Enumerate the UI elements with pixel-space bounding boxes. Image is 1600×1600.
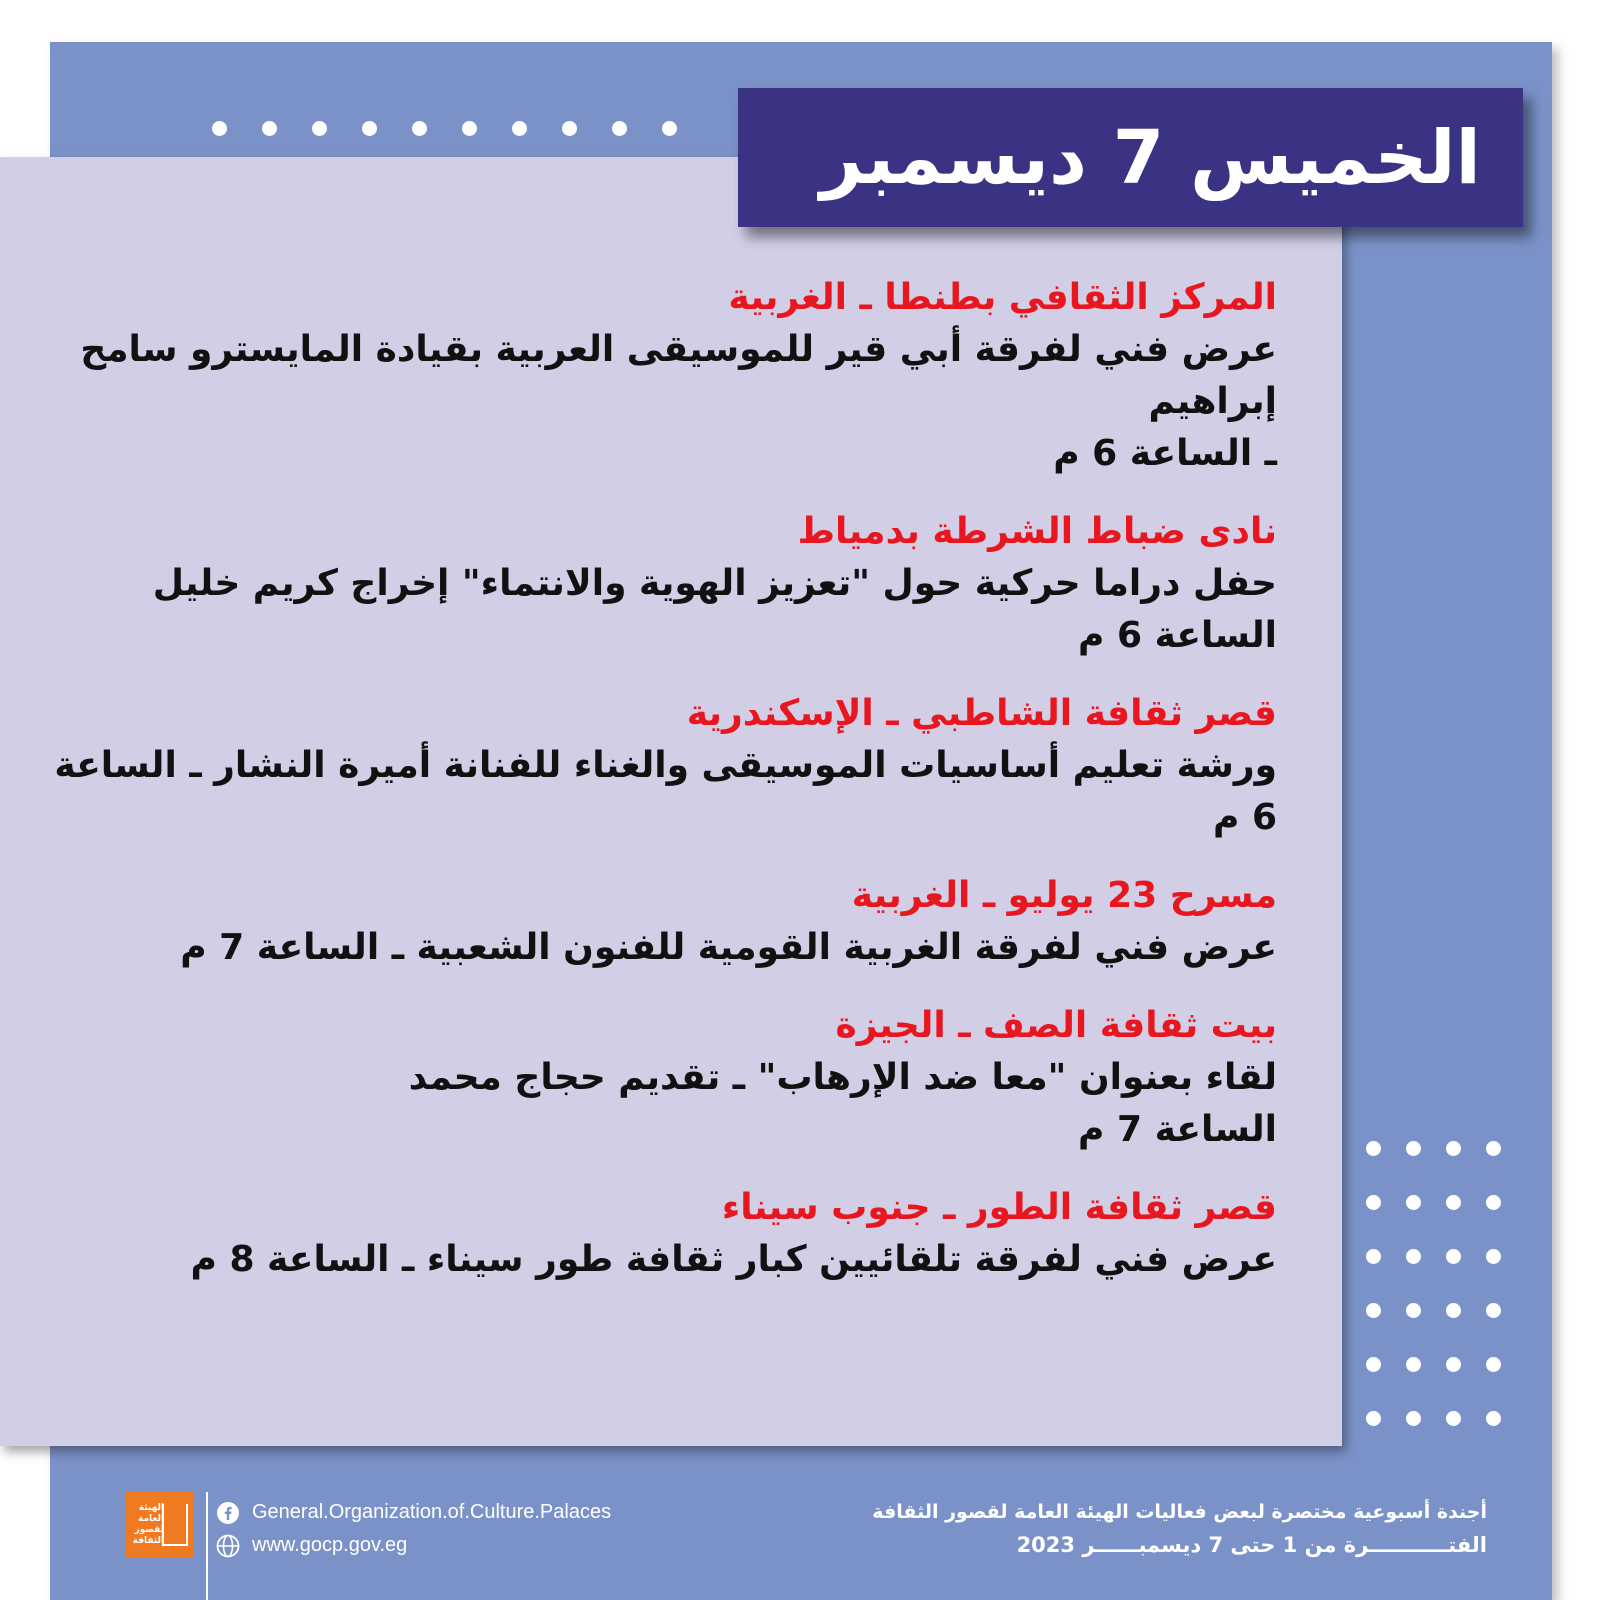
event-item bbox=[37, 272, 1277, 480]
facebook-icon bbox=[216, 1501, 240, 1525]
globe-icon bbox=[216, 1534, 240, 1558]
event-item bbox=[37, 870, 1277, 974]
logo-text: الهيئة العامة لقصور الثقافة bbox=[132, 1503, 164, 1546]
footer-divider bbox=[206, 1492, 208, 1600]
event-venue: نادى ضباط الشرطة بدمياط bbox=[797, 511, 1277, 552]
event-item bbox=[37, 1182, 1277, 1286]
event-venue: مسرح 23 يوليو ـ الغربية bbox=[851, 875, 1277, 916]
event-description: عرض فني لفرقة أبي قير للموسيقى العربية بقيادة المايسترو سامح إبراهيم bbox=[80, 329, 1277, 422]
event-description: عرض فني لفرقة الغربية القومية للفنون الشعبية ـ الساعة 7 م bbox=[180, 927, 1277, 968]
event-item bbox=[37, 688, 1277, 844]
event-venue: قصر ثقافة الطور ـ جنوب سيناء bbox=[721, 1187, 1277, 1228]
website-link[interactable] bbox=[216, 1529, 611, 1562]
event-description: عرض فني لفرقة تلقائيين كبار ثقافة طور سيناء ـ الساعة 8 م bbox=[190, 1239, 1277, 1280]
date-banner bbox=[738, 88, 1523, 227]
event-time: الساعة 6 م bbox=[1078, 615, 1277, 656]
event-venue: المركز الثقافي بطنطا ـ الغربية bbox=[728, 277, 1277, 318]
agenda-period: الفتـــــــــــرة من 1 حتى 7 ديسمبــــــر 2023 bbox=[1016, 1533, 1487, 1557]
gocp-logo bbox=[126, 1492, 194, 1558]
event-description: ورشة تعليم أساسيات الموسيقى والغناء للفنانة أميرة النشار ـ الساعة 6 م bbox=[54, 745, 1277, 838]
event-venue: قصر ثقافة الشاطبي ـ الإسكندرية bbox=[686, 693, 1277, 734]
decorative-dots-right bbox=[1366, 1141, 1501, 1426]
event-item bbox=[37, 1000, 1277, 1156]
event-time: ـ الساعة 6 م bbox=[1053, 433, 1277, 474]
decorative-dots-top bbox=[212, 121, 677, 136]
facebook-text: General.Organization.of.Culture.Palaces bbox=[252, 1501, 612, 1523]
event-time: الساعة 7 م bbox=[1078, 1109, 1277, 1150]
contact-links bbox=[216, 1496, 611, 1562]
event-description: حفل دراما حركية حول "تعزيز الهوية والانتماء" إخراج كريم خليل bbox=[152, 563, 1277, 604]
website-text: www.gocp.gov.eg bbox=[252, 1534, 408, 1556]
date-title: الخميس 7 ديسمبر bbox=[820, 114, 1481, 201]
event-item bbox=[37, 506, 1277, 662]
agenda-caption bbox=[872, 1496, 1487, 1562]
event-description: لقاء بعنوان "معا ضد الإرهاب" ـ تقديم حجاج محمد bbox=[408, 1057, 1277, 1098]
footer-logo-area bbox=[126, 1492, 194, 1558]
event-venue: بيت ثقافة الصف ـ الجيزة bbox=[835, 1005, 1277, 1046]
events-list bbox=[37, 272, 1277, 1312]
logo-mark bbox=[162, 1504, 188, 1546]
agenda-title: أجندة أسبوعية مختصرة لبعض فعاليات الهيئة العامة لقصور الثقافة bbox=[872, 1501, 1487, 1523]
facebook-link[interactable] bbox=[216, 1496, 611, 1529]
